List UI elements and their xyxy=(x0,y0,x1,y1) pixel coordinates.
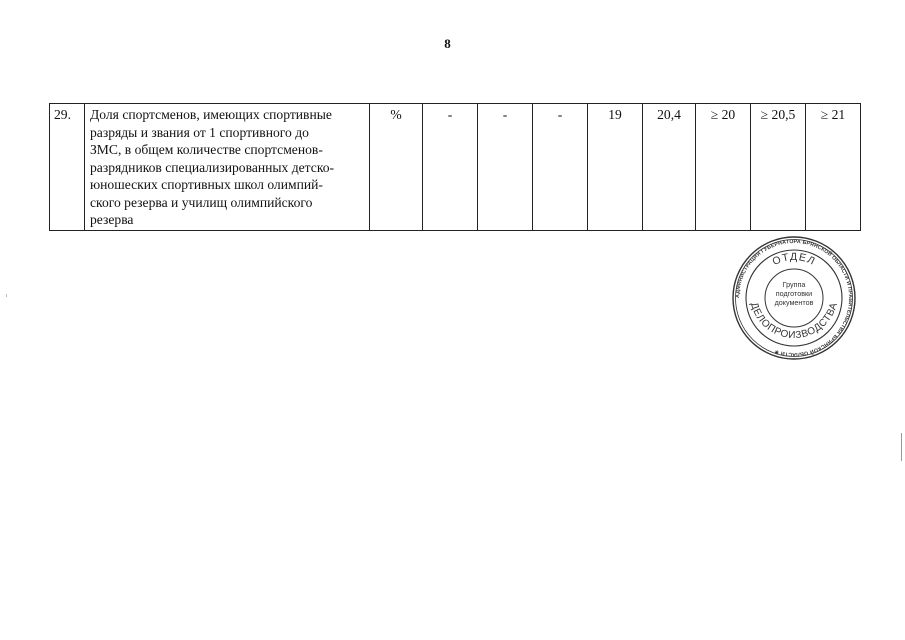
value-cell: ≥ 20,5 xyxy=(751,104,806,231)
indicator-name-line: ЗМС, в общем количестве спортсменов- xyxy=(90,142,323,157)
row-number: 29. xyxy=(50,104,85,231)
indicator-name-line: разрядников специализированных детско- xyxy=(90,159,335,175)
table-row xyxy=(50,104,861,231)
indicator-name xyxy=(85,104,370,231)
value-cell: - xyxy=(423,104,478,231)
indicator-name-line: Доля спортсменов, имеющих спортивные xyxy=(90,107,332,122)
stamp-ring-text: АДМИНИСТРАЦИЯ ГУБЕРНАТОРА БРЯНСКОЙ ОБЛАСТИ И ПРАВИТЕЛЬСТВА БРЯНСКОЙ ОБЛАСТИ ✱ xyxy=(734,238,854,358)
stamp-bottom-arc-text: ДЕЛОПРОИЗВОДСТВА xyxy=(748,301,840,342)
stamp-center-text: Группа xyxy=(782,280,806,289)
indicator-name-line: ского резерва и училищ олимпийского xyxy=(90,194,313,210)
value-cell: ≥ 21 xyxy=(806,104,861,231)
value-cell: ≥ 20 xyxy=(696,104,751,231)
indicator-name-line: разряды и звания от 1 спортивного до xyxy=(90,124,309,140)
scan-edge-mark xyxy=(901,433,902,461)
page-number: 8 xyxy=(444,36,451,51)
unit-cell: % xyxy=(370,104,423,231)
svg-text:ОТДЕЛ xyxy=(771,251,818,268)
svg-text:ДЕЛОПРОИЗВОДСТВА xyxy=(748,301,840,341)
value-cell: - xyxy=(533,104,588,231)
value-cell: 19 xyxy=(588,104,643,231)
indicator-name-line: юношеских спортивных школ олимпий- xyxy=(90,177,323,192)
value-cell: - xyxy=(478,104,533,231)
stamp-center-text: подготовки xyxy=(775,289,813,298)
scan-edge-dot xyxy=(6,294,7,297)
official-stamp xyxy=(732,236,856,360)
stamp-top-arc-text: ОТДЕЛ xyxy=(770,250,818,268)
indicator-name-line: резерва xyxy=(90,212,134,227)
indicator-table xyxy=(49,103,861,231)
stamp-center-text: документов xyxy=(774,298,814,307)
value-cell: 20,4 xyxy=(643,104,696,231)
